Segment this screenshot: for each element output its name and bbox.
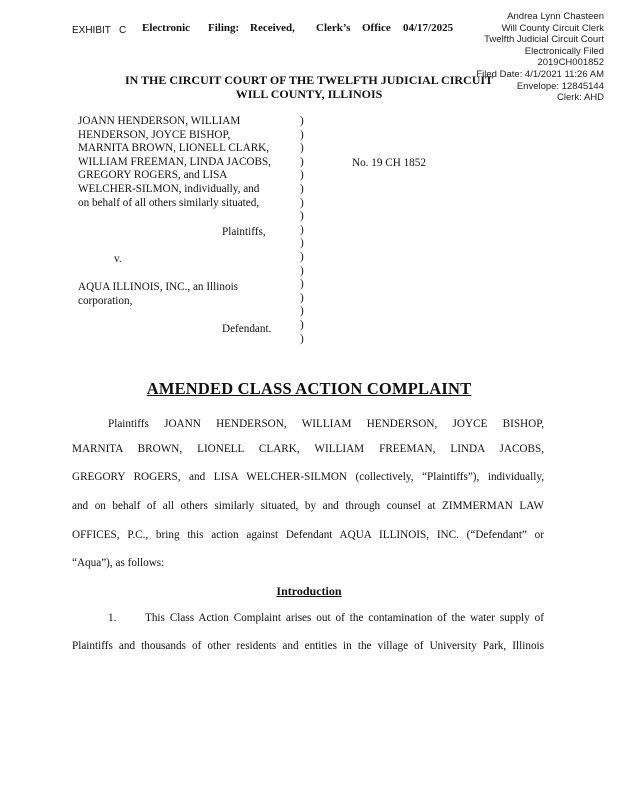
- section-heading: Introduction: [276, 584, 342, 598]
- case-number: No. 19 CH 1852: [352, 157, 426, 169]
- stamp-received: Received,: [250, 22, 295, 34]
- intro-line: OFFICES, P.C., bring this action against Defendant AQUA ILLINOIS, INC. (“Defendant” or: [72, 529, 544, 541]
- clerk-filed-status: Electronically Filed: [524, 45, 604, 57]
- clerk-court: Twelfth Judicial Circuit Court: [484, 34, 604, 46]
- caption-paren: ): [300, 115, 304, 127]
- paragraph-number: 1.: [108, 612, 117, 624]
- plaintiffs-line: HENDERSON, JOYCE BISHOP,: [78, 128, 231, 141]
- paragraph-line: This Class Action Complaint arises out of the contamination of the water supply of: [145, 612, 544, 624]
- intro-line: Plaintiffs JOANN HENDERSON, WILLIAM HENDERSON, JOYCE BISHOP,: [108, 418, 544, 430]
- court-county: WILL COUNTY, ILLINOIS: [235, 86, 383, 101]
- clerk-county: Will County Circuit Clerk: [501, 22, 604, 34]
- caption-paren: ): [300, 128, 304, 141]
- caption-paren: ): [300, 278, 304, 291]
- caption-paren: ): [300, 237, 304, 250]
- plaintiffs-line: WELCHER-SILMON, individually, and: [78, 182, 260, 195]
- clerk-initials: Clerk: AHD: [557, 92, 604, 104]
- caption-paren: ): [300, 318, 304, 331]
- caption-paren: ): [300, 210, 304, 223]
- paragraph-line: Plaintiffs and thousands of other residents and entities in the village of University Park, Illinois: [72, 640, 544, 652]
- stamp-date: 04/17/2025: [403, 22, 454, 34]
- court-header: [0, 74, 618, 101]
- court-name: IN THE CIRCUIT COURT OF THE TWELFTH JUDICIAL CIRCUIT: [124, 73, 494, 87]
- exhibit-label: EXHIBIT: [72, 25, 111, 36]
- intro-line: GREGORY ROGERS, and LISA WELCHER-SILMON (collectively, “Plaintiffs”), individually,: [72, 471, 544, 483]
- defendant-line: AQUA ILLINOIS, INC., an Illinois: [78, 281, 239, 293]
- caption-paren: ): [300, 155, 304, 168]
- intro-line: “Aqua”), as follows:: [72, 557, 165, 569]
- plaintiffs-role: Plaintiffs,: [222, 226, 266, 238]
- stamp-filing: Filing:: [208, 22, 240, 34]
- caption-paren: ): [300, 250, 304, 263]
- plaintiffs-line: JOANN HENDERSON, WILLIAM: [78, 115, 241, 127]
- caption-paren: ): [300, 169, 304, 182]
- exhibit-letter: C: [119, 25, 127, 36]
- plaintiffs-line: MARNITA BROWN, LIONELL CLARK,: [78, 142, 270, 155]
- caption-paren: ): [300, 223, 304, 236]
- caption-paren: ): [300, 264, 304, 277]
- versus: v.: [114, 253, 122, 265]
- defendant-role: Defendant.: [222, 323, 272, 335]
- stamp-clerks: Clerk’s: [316, 22, 351, 34]
- plaintiffs-line: on behalf of all others similarly situated,: [78, 196, 260, 209]
- stamp-office: Office: [362, 22, 391, 34]
- document-title: AMENDED CLASS ACTION COMPLAINT: [146, 379, 472, 398]
- stamp-electronic: Electronic: [142, 22, 191, 34]
- plaintiffs-line: WILLIAM FREEMAN, LINDA JACOBS,: [78, 155, 271, 168]
- caption-paren: ): [300, 291, 304, 304]
- caption-paren: ): [300, 182, 304, 195]
- caption-defendant: [78, 281, 238, 308]
- caption-paren: ): [300, 196, 304, 209]
- intro-line: and on behalf of all others similarly situated, by and through counsel at ZIMMERMAN LAW: [72, 500, 544, 512]
- clerk-case-number: 2019CH001852: [537, 57, 604, 69]
- clerk-name: Andrea Lynn Chasteen: [507, 11, 604, 22]
- caption-plaintiffs: [78, 115, 271, 210]
- caption-parentheses: [300, 115, 304, 346]
- intro-line: MARNITA BROWN, LIONELL CLARK, WILLIAM FREEMAN, LINDA JACOBS,: [72, 443, 544, 455]
- defendant-line: corporation,: [78, 294, 133, 307]
- clerk-filed-date: Filed Date: 4/1/2021 11:26 AM: [476, 68, 604, 80]
- caption-paren: ): [300, 142, 304, 155]
- plaintiffs-line: GREGORY ROGERS, and LISA: [78, 169, 228, 182]
- caption-paren: ): [300, 332, 304, 345]
- clerk-envelope: Envelope: 12845144: [516, 80, 604, 92]
- caption-paren: ): [300, 305, 304, 318]
